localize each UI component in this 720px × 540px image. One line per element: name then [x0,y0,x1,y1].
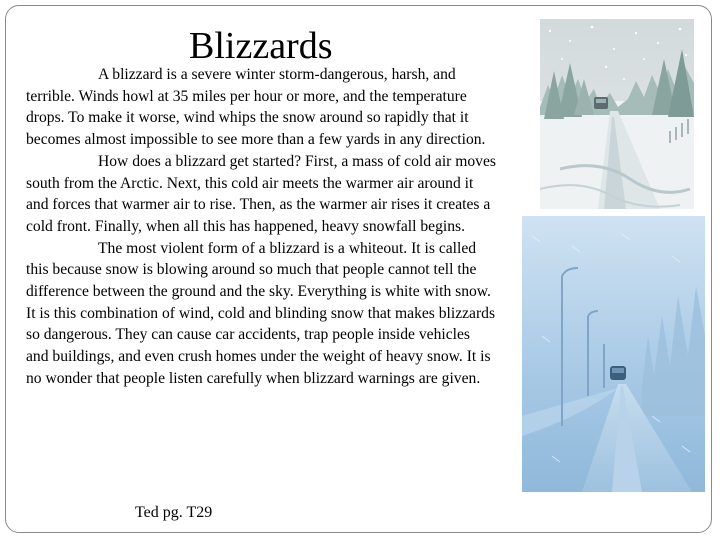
paragraph: A blizzard is a severe winter storm-dangerous, harsh, and terrible. Winds howl at 35 miles per hour or more, and the temperature drops. To make it worse, wind whips the snow around so rapidly that it becomes almost impossible to see more than a few yards in any direction. [26,66,486,149]
slide [5,5,712,533]
article-body [26,64,496,390]
paragraph: The most violent form of a blizzard is a whiteout. It is called this because snow is blowing around so much that people cannot tell the difference between the ground and the sky. Everything is white with snow. It is this combination of wind, cold and blinding snow that makes blizzards so dangerous. They can cause car accidents, trap people inside vehicles and buildings, and even crush homes under the weight of heavy snow. It is no wonder that people listen carefully when blizzard warnings are given. [26,239,496,387]
page-title: Blizzards [189,25,333,67]
paragraph: How does a blizzard get started? First, a mass of cold air moves south from the Arctic. Next, this cold air meets the warmer air around it and forces that warmer air to rise. Then, as the warmer air rises it creates a cold front. Finally, when all this has happened, heavy snowfall begins. [26,152,496,235]
citation: Ted pg. T29 [135,504,213,521]
snowy-road-illustration [540,19,694,209]
whiteout-road-photo [522,216,705,492]
